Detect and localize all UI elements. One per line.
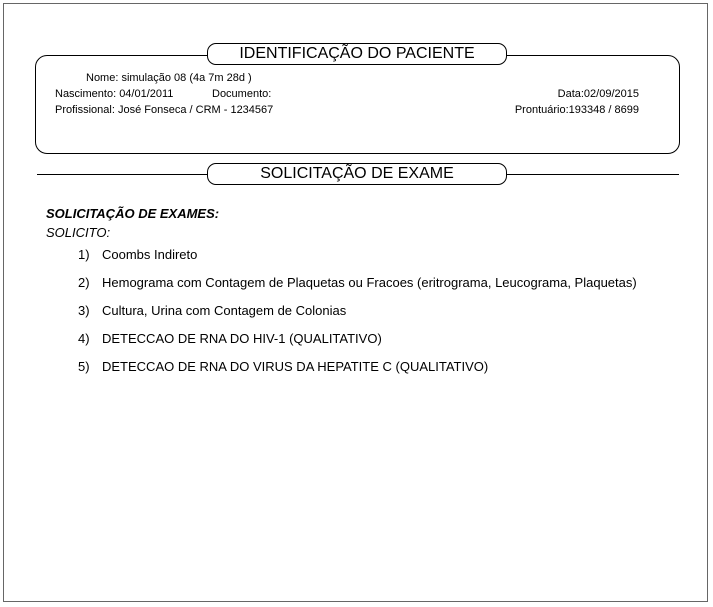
exam-item-number: 4) (78, 331, 90, 346)
exam-item (78, 303, 637, 331)
request-date: Data:02/09/2015 (557, 88, 639, 100)
patient-document: Documento: (212, 88, 272, 100)
exam-section-title: SOLICITAÇÃO DE EXAME (207, 163, 507, 185)
exam-list (78, 247, 637, 387)
exam-item-text: Cultura, Urina com Contagem de Colonias (102, 303, 347, 318)
patient-birth-date: Nascimento: 04/01/2011 (55, 88, 174, 100)
exam-request-subheading: SOLICITO: (46, 225, 111, 240)
medical-record-number: Prontuário:193348 / 8699 (514, 104, 639, 116)
professional-info: Profissional: José Fonseca / CRM - 1234567 (55, 104, 274, 116)
exam-item-text: Hemograma com Contagem de Plaquetas ou Fracoes (eritrograma, Leucograma, Plaquetas) (102, 275, 637, 290)
exam-item-number: 5) (78, 359, 90, 374)
exam-item-number: 2) (78, 275, 90, 290)
exam-item (78, 331, 637, 359)
exam-item (78, 359, 637, 387)
exam-item-number: 3) (78, 303, 90, 318)
exam-item-text: DETECCAO DE RNA DO VIRUS DA HEPATITE C (QUALITATIVO) (102, 359, 489, 374)
exam-item (78, 247, 637, 275)
patient-section-title: IDENTIFICAÇÃO DO PACIENTE (207, 43, 507, 65)
exam-item-text: Coombs Indireto (102, 247, 198, 262)
patient-name: Nome: simulação 08 (4a 7m 28d ) (86, 72, 252, 84)
exam-request-heading: SOLICITAÇÃO DE EXAMES: (46, 206, 220, 221)
exam-item-text: DETECCAO DE RNA DO HIV-1 (QUALITATIVO) (102, 331, 382, 346)
exam-item-number: 1) (78, 247, 90, 262)
exam-item (78, 275, 637, 303)
